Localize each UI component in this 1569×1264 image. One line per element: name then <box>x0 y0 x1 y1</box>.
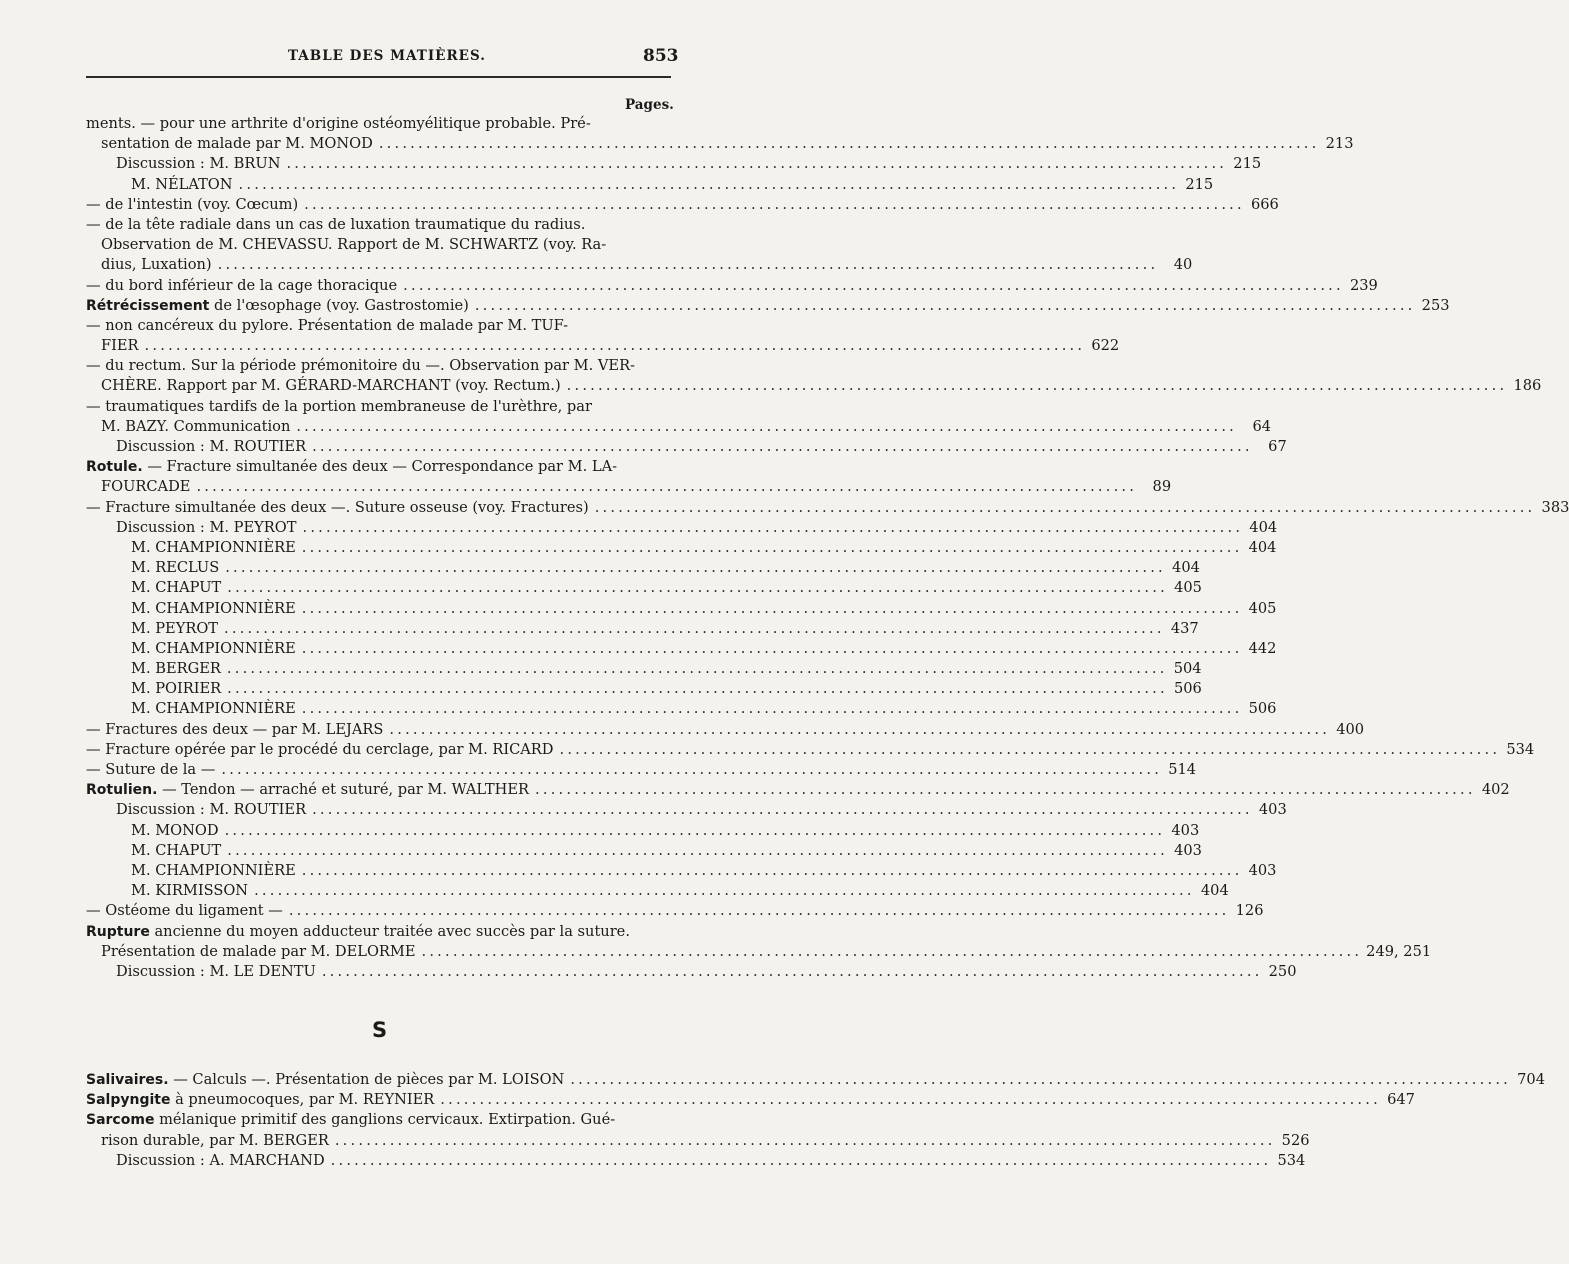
leader-dots: ........................................................................................................................ <box>286 155 1228 173</box>
entry-body: M. BAZY. Communication <box>101 417 291 435</box>
page-ref: 622 <box>1091 337 1120 355</box>
page-ref: 215 <box>1185 175 1214 193</box>
index-line <box>86 922 670 942</box>
entry-text <box>86 1090 434 1110</box>
entry-text <box>86 558 219 578</box>
leader-dots: ........................................................................................................................ <box>227 579 1168 597</box>
entry-text <box>86 679 221 699</box>
entry-text <box>86 821 219 841</box>
entry-heading: Rotule. <box>86 459 143 476</box>
index-line <box>86 477 1172 497</box>
index-line <box>86 1131 1310 1151</box>
page-ref: 666 <box>1250 195 1279 213</box>
entry-text <box>86 740 554 760</box>
page-ref: 239 <box>1349 276 1378 294</box>
entry-text <box>86 599 296 619</box>
running-head-title: TABLE DES MATIÈRES. <box>288 48 486 64</box>
entry-text <box>86 134 373 154</box>
entry-text <box>86 1151 325 1171</box>
entry-text <box>86 518 296 538</box>
entry-text <box>86 417 290 437</box>
page-ref: 504 <box>1173 660 1202 678</box>
index-line <box>86 356 670 376</box>
entry-body: — Fractures des deux — par M. LEJARS <box>86 720 384 738</box>
index-line <box>86 498 1569 518</box>
page-ref: 404 <box>1249 518 1278 536</box>
page-ref: 534 <box>1506 740 1535 758</box>
leader-dots: ........................................................................................................................ <box>301 538 1243 556</box>
leader-dots: ........................................................................................................................ <box>226 660 1168 678</box>
index-line <box>86 659 1202 679</box>
index-line <box>86 720 1365 740</box>
page-ref: 437 <box>1170 619 1199 637</box>
entry-body: — de l'intestin (voy. Cœcum) <box>86 195 299 213</box>
page-ref: 442 <box>1248 639 1277 657</box>
entry-text <box>86 881 248 901</box>
entry-text <box>86 175 233 195</box>
leader-dots: ........................................................................................................................ <box>301 639 1243 657</box>
entry-body: — Fracture simultanée des deux — Correspondance par M. LA- <box>147 458 618 476</box>
leader-dots: ........................................................................................................................ <box>440 1091 1381 1109</box>
index-line <box>86 1070 1545 1090</box>
page-ref: 249, 251 <box>1366 942 1432 960</box>
entry-text <box>86 477 190 497</box>
index-line <box>86 376 1542 396</box>
entry-body: Discussion : M. BRUN <box>116 155 281 173</box>
index-line <box>86 942 1432 962</box>
entry-body: FIER <box>101 337 139 355</box>
index-line <box>86 316 670 336</box>
leader-dots: ........................................................................................................................ <box>227 680 1168 698</box>
index-line <box>86 1151 1306 1171</box>
entry-heading: Rupture <box>86 923 150 940</box>
index-line <box>86 800 1287 820</box>
entry-body: CHÈRE. Rapport par M. GÉRARD-MARCHANT (voy. Rectum.) <box>101 377 561 395</box>
index-line <box>86 417 1272 437</box>
entry-text <box>86 720 383 740</box>
entry-text <box>86 235 606 255</box>
entry-text <box>86 276 397 296</box>
index-line <box>86 296 1450 316</box>
page-ref: 404 <box>1200 882 1229 900</box>
index-line <box>86 599 1277 619</box>
entry-text <box>86 578 221 598</box>
page-ref: 403 <box>1174 841 1202 859</box>
page-ref: 403 <box>1248 861 1277 879</box>
index-line <box>86 276 1378 296</box>
entry-text <box>86 780 529 800</box>
page-ref: 403 <box>1171 821 1200 839</box>
leader-dots: ........................................................................................................................ <box>225 559 1166 577</box>
entry-text <box>86 437 306 457</box>
entry-text <box>86 498 589 518</box>
index-line <box>86 134 1354 154</box>
entry-body: — Fracture opérée par le procédé du cerclage, par M. RICARD <box>86 740 554 758</box>
entry-text <box>86 922 630 942</box>
index-line <box>86 195 1279 215</box>
page-ref: 213 <box>1325 135 1354 153</box>
leader-dots: ........................................................................................................................ <box>288 902 1230 920</box>
leader-dots: ........................................................................................................................ <box>594 498 1536 516</box>
entry-text <box>86 296 469 316</box>
leader-dots: ........................................................................................................................ <box>535 781 1476 799</box>
index-line <box>86 619 1199 639</box>
entry-body: M. CHAPUT <box>131 579 222 597</box>
entry-body: — du bord inférieur de la cage thoracique <box>86 276 398 294</box>
entry-body: — Tendon — arraché et suturé, par M. WALTHER <box>162 781 530 799</box>
entry-body: M. CHAMPIONNIÈRE <box>131 599 296 617</box>
page-ref: 526 <box>1281 1131 1310 1149</box>
entry-body: M. KIRMISSON <box>131 882 249 900</box>
entry-body: M. CHAMPIONNIÈRE <box>131 639 296 657</box>
leader-dots: ........................................................................................................................ <box>389 720 1331 738</box>
index-line <box>86 861 1277 881</box>
leader-dots: ........................................................................................................................ <box>566 377 1508 395</box>
page-number: 853 <box>643 46 679 66</box>
entry-body: rison durable, par M. BERGER <box>101 1131 329 1149</box>
entry-heading: Rétrécissement <box>86 297 210 314</box>
entry-body: — Suture de la — <box>86 761 216 778</box>
entry-text <box>86 699 296 719</box>
index-line <box>86 881 1229 901</box>
entry-body: Discussion : M. PEYROT <box>116 518 297 536</box>
entry-text <box>86 316 568 336</box>
running-head <box>0 46 800 70</box>
leader-dots: ........................................................................................................................ <box>559 740 1501 758</box>
index-line <box>86 1110 670 1130</box>
page-ref: 704 <box>1517 1071 1545 1088</box>
page-ref: 404 <box>1248 538 1277 556</box>
entry-text <box>86 195 298 215</box>
index-line <box>86 578 1202 598</box>
leader-dots: ........................................................................................................................ <box>301 700 1243 718</box>
entry-body: — Fracture simultanée des deux —. Suture osseuse (voy. Fractures) <box>86 498 589 516</box>
page-ref: 405 <box>1248 599 1277 617</box>
index-line <box>86 215 670 235</box>
entry-text <box>86 942 416 962</box>
entry-text <box>86 356 635 376</box>
entry-body: M. CHAMPIONNIÈRE <box>131 700 296 718</box>
entry-heading: Sarcome <box>86 1112 155 1129</box>
page-ref: 67 <box>1268 438 1287 455</box>
entry-heading: Salpyngite <box>86 1092 171 1109</box>
index-line <box>86 821 1200 841</box>
leader-dots: ........................................................................................................................ <box>302 518 1244 536</box>
index-line <box>86 901 1264 921</box>
entry-text <box>86 1110 615 1130</box>
index-line <box>86 841 1202 861</box>
entry-body: sentation de malade par M. MONOD <box>101 135 373 153</box>
leader-dots: ........................................................................................................................ <box>334 1131 1276 1149</box>
entry-text <box>86 154 280 174</box>
index-line <box>86 538 1277 558</box>
entry-body: M. CHAMPIONNIÈRE <box>131 538 296 556</box>
page-ref: 403 <box>1258 801 1287 819</box>
page-ref: 506 <box>1248 700 1277 718</box>
entry-heading: Salivaires. <box>86 1072 169 1088</box>
page-ref: 126 <box>1235 902 1264 920</box>
entry-body: dius, Luxation) <box>101 256 212 274</box>
index-line <box>86 740 1535 760</box>
leader-dots: ........................................................................................................................ <box>304 195 1245 213</box>
entry-text <box>86 397 592 417</box>
entry-body: M. NÉLATON <box>131 175 233 193</box>
entry-body: FOURCADE <box>101 478 191 496</box>
page-ref: 506 <box>1173 680 1202 698</box>
entry-text <box>86 659 221 679</box>
leader-dots: ........................................................................................................................ <box>221 761 1163 778</box>
page-ref: 40 <box>1173 256 1193 274</box>
leader-dots: ........................................................................................................................ <box>224 821 1166 839</box>
page-ref: 215 <box>1233 155 1262 173</box>
leader-dots: ........................................................................................................................ <box>227 841 1168 859</box>
entry-body: — traumatiques tardifs de la portion membraneuse de l'urèthre, par <box>86 397 592 415</box>
leader-dots: ........................................................................................................................ <box>301 599 1243 617</box>
index-line <box>86 1090 1415 1110</box>
page-ref: 404 <box>1172 559 1200 577</box>
page-ref: 186 <box>1513 377 1542 395</box>
entry-body: Présentation de malade par M. DELORME <box>101 942 416 960</box>
entry-body: ments. — pour une arthrite d'origine ostéomyélitique probable. Pré- <box>86 115 591 132</box>
index-entries-s <box>86 1070 1545 1171</box>
entry-text <box>86 376 561 396</box>
index-line <box>86 699 1277 719</box>
page-ref: 647 <box>1387 1091 1415 1109</box>
entry-body: — du rectum. Sur la période prémonitoire du —. Observation par M. VER- <box>86 357 635 375</box>
entry-body: M. BERGER <box>131 660 221 678</box>
index-line <box>86 437 1287 457</box>
entry-text <box>86 114 591 134</box>
page-ref: 253 <box>1421 296 1450 314</box>
leader-dots: ........................................................................................................................ <box>296 417 1238 435</box>
entry-body: mélanique primitif des ganglions cervicaux. Extirpation. Gué- <box>159 1111 616 1129</box>
page-ref: 250 <box>1268 962 1297 980</box>
entry-body: M. MONOD <box>131 821 219 839</box>
entry-body: M. PEYROT <box>131 619 219 637</box>
leader-dots: ........................................................................................................................ <box>378 135 1320 153</box>
index-line <box>86 518 1278 538</box>
entry-body: Discussion : M. ROUTIER <box>116 438 307 455</box>
entry-body: M. CHAMPIONNIÈRE <box>131 861 296 879</box>
page-ref: 405 <box>1174 579 1202 597</box>
index-line <box>86 255 1193 275</box>
leader-dots: ........................................................................................................................ <box>254 882 1195 900</box>
entry-body: M. RECLUS <box>131 559 220 577</box>
index-line <box>86 780 1510 800</box>
entry-body: de l'œsophage (voy. Gastrostomie) <box>214 296 469 314</box>
leader-dots: ........................................................................................................................ <box>196 478 1138 496</box>
entry-text <box>86 841 221 861</box>
entry-text <box>86 1070 564 1090</box>
entry-body: — de la tête radiale dans un cas de luxation traumatique du radius. <box>86 215 586 233</box>
entry-text <box>86 215 585 235</box>
entry-body: ancienne du moyen adducteur traitée avec succès par la suture. <box>154 922 630 940</box>
entry-body: à pneumocoques, par M. REYNIER <box>175 1091 435 1109</box>
index-line <box>86 397 670 417</box>
leader-dots: ........................................................................................................................ <box>224 619 1165 637</box>
entry-heading: Rotulien. <box>86 782 158 799</box>
leader-dots: ........................................................................................................................ <box>217 256 1159 274</box>
entry-text <box>86 760 215 780</box>
leader-dots: ........................................................................................................................ <box>144 337 1086 355</box>
entry-body: Discussion : A. MARCHAND <box>116 1151 325 1169</box>
leader-dots: ........................................................................................................................ <box>312 801 1253 819</box>
index-line <box>86 457 670 477</box>
entry-text <box>86 538 296 558</box>
index-line <box>86 235 670 255</box>
entry-body: — Calculs —. Présentation de pièces par M. LOISON <box>173 1071 565 1088</box>
leader-dots: ........................................................................................................................ <box>238 175 1180 193</box>
entry-text <box>86 800 306 820</box>
page-ref: 534 <box>1277 1151 1306 1169</box>
page-ref: 89 <box>1152 478 1172 496</box>
entry-text <box>86 619 218 639</box>
entry-text <box>86 639 296 659</box>
entry-text <box>86 861 296 881</box>
entry-text <box>86 255 212 275</box>
page-ref: 400 <box>1336 720 1365 738</box>
leader-dots: ........................................................................................................................ <box>474 296 1416 314</box>
index-line <box>86 760 1197 780</box>
entry-body: — Ostéome du ligament — <box>86 902 283 920</box>
entry-body: — non cancéreux du pylore. Présentation de malade par M. TUF- <box>86 316 569 334</box>
entry-text <box>86 1131 329 1151</box>
leader-dots: ........................................................................................................................ <box>570 1071 1511 1088</box>
leader-dots: ........................................................................................................................ <box>403 276 1344 294</box>
index-line <box>86 114 670 134</box>
entry-body: Discussion : M. LE DENTU <box>116 962 316 980</box>
entry-text <box>86 336 139 356</box>
index-line <box>86 175 1214 195</box>
section-letter: S <box>372 1018 388 1042</box>
index-entries <box>86 114 1569 982</box>
entry-body: Discussion : M. ROUTIER <box>116 801 307 819</box>
entry-text <box>86 901 283 921</box>
leader-dots: ........................................................................................................................ <box>301 861 1243 879</box>
entry-body: M. CHAPUT <box>131 841 222 859</box>
index-line <box>86 558 1200 578</box>
index-line <box>86 154 1262 174</box>
page-ref: 402 <box>1481 781 1510 799</box>
entry-text <box>86 457 617 477</box>
leader-dots: ........................................................................................................................ <box>312 438 1253 455</box>
leader-dots: ........................................................................................................................ <box>321 962 1263 980</box>
leader-dots: ........................................................................................................................ <box>421 942 1363 960</box>
page-ref: 383 <box>1541 498 1569 516</box>
entry-text <box>86 962 316 982</box>
page-ref: 64 <box>1252 417 1272 435</box>
index-line <box>86 336 1120 356</box>
entry-body: Observation de M. CHEVASSU. Rapport de M. SCHWARTZ (voy. Ra- <box>101 236 607 254</box>
index-line <box>86 679 1202 699</box>
page-ref: 514 <box>1168 761 1197 778</box>
entry-body: M. POIRIER <box>131 680 222 698</box>
leader-dots: ........................................................................................................................ <box>330 1151 1272 1169</box>
header-rule <box>86 76 671 78</box>
index-line <box>86 962 1297 982</box>
index-line <box>86 639 1277 659</box>
pages-column-label: Pages. <box>625 97 674 113</box>
